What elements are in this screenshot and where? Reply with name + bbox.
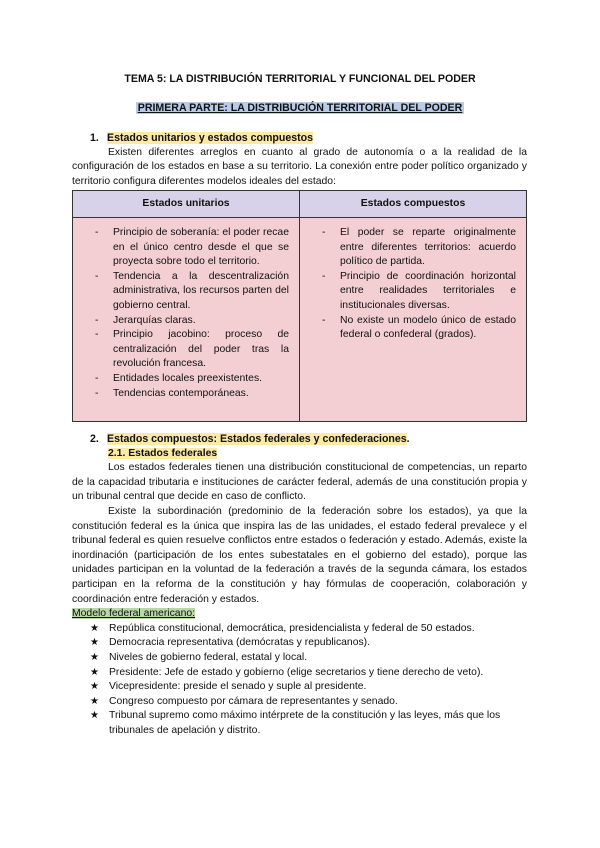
unitarios-list (79, 226, 289, 401)
list-item-text: Jerarquías claras. (113, 314, 196, 326)
model-label-row (72, 607, 527, 622)
section-1-intro: Existen diferentes arreglos en cuanto al grado de autonomía o a la realidad de la configuración de los estados en base a su territorio. La conexión entre poder político organizado y territorio configura diferentes modelos ideales del estado: (72, 146, 527, 187)
list-item (79, 328, 289, 372)
subtitle-text: PRIMERA PARTE: LA DISTRIBUCIÓN TERRITORIAL DEL PODER (137, 102, 463, 114)
paragraph-2: Existe la subordinación (predominio de la federación sobre los estados), ya que la constitución federal es la única que inspira las de las unidades, el estado federal prevalece y el tribunal federal es quien resuelve conflictos entre estados o federación y estado. Además, existe la inordinación (participación de los entes subestatales en el gobierno del estado), porque las unidades participan en la voluntad de la federación a través de la segunda cámara, los estados participan en la reforma de la constitución y hay fórmulas de cooperación, colaboración y coordinación entre federación y estados. (72, 505, 527, 605)
list-item (79, 387, 289, 402)
list-item-text: No existe un modelo único de estado federal o confederal (grados). (340, 314, 516, 341)
section-1-heading (72, 131, 527, 146)
section-2-number: 2. (90, 433, 99, 445)
dash-bullet: - (95, 270, 99, 282)
document-subtitle (0, 101, 600, 117)
dash-bullet: - (95, 314, 99, 326)
list-item-text: Niveles de gobierno federal, estatal y local. (109, 651, 308, 663)
section-2-heading (72, 432, 527, 447)
section-1-heading-text: Estados unitarios y estados compuestos (107, 132, 314, 144)
list-item-text: Principio de soberanía: el poder recae en el único centro desde el que se proyecta sobre todo el territorio. (113, 227, 289, 268)
list-item-text: Presidente: Jefe de estado y gobierno (elige secretarios y tiene derecho de veto). (109, 666, 484, 678)
dash-bullet: - (95, 227, 99, 238)
star-icon: ★ (90, 637, 99, 649)
list-item (72, 709, 527, 738)
list-item (306, 226, 516, 270)
star-icon: ★ (90, 710, 99, 722)
list-item (72, 666, 527, 681)
star-icon: ★ (90, 622, 99, 634)
list-item (72, 695, 527, 710)
section-2-heading-text: Estados compuestos: Estados federales y confederaciones (107, 433, 407, 445)
list-item (79, 372, 289, 387)
list-item (306, 314, 516, 343)
paragraph-1: Los estados federales tienen una distribución constitucional de competencias, un reparto de la capacidad tributaria e instituciones de carácter federal, además de una constitución propia y un tribunal central que decide en caso de conflicto. (72, 462, 527, 503)
document-title: TEMA 5: LA DISTRIBUCIÓN TERRITORIAL Y FUNCIONAL DEL PODER (124, 73, 476, 85)
list-item-text: Democracia representativa (demócratas y republicanos). (109, 637, 371, 649)
section-1 (72, 131, 527, 189)
list-item-text: Entidades locales preexistentes. (113, 372, 263, 384)
section-1-number: 1. (90, 132, 99, 144)
list-item (72, 622, 527, 637)
table-cell-unitarios (73, 218, 300, 422)
list-item (72, 651, 527, 666)
list-item-text: Congreso compuesto por cámara de representantes y senado. (109, 695, 398, 707)
model-list (72, 622, 527, 739)
list-item-text: Principio de coordinación horizontal entre realidades territoriales e institucionales diversas. (340, 270, 516, 311)
dash-bullet: - (322, 227, 326, 238)
dash-bullet: - (95, 387, 99, 399)
list-item (79, 270, 289, 314)
subsection-2-1-heading-text: 2.1. Estados federales (108, 447, 218, 459)
star-icon: ★ (90, 695, 99, 707)
model-label: Modelo federal americano: (72, 608, 196, 620)
comparison-table (72, 190, 527, 422)
section-2 (72, 432, 527, 738)
star-icon: ★ (90, 666, 99, 678)
subsection-2-1-heading (72, 447, 527, 462)
dash-bullet: - (95, 329, 99, 341)
list-item-text: Tendencia a la descentralización administrativa, los recursos parten del gobierno central. (113, 270, 289, 311)
compuestos-list (306, 226, 516, 343)
table-header-compuestos: Estados compuestos (300, 191, 527, 218)
list-item-text: Tendencias contemporáneas. (113, 387, 249, 399)
list-item (79, 226, 289, 270)
dash-bullet: - (95, 372, 99, 384)
section-2-heading-end: . (406, 433, 410, 445)
table-header-unitarios: Estados unitarios (73, 191, 300, 218)
list-item-text: República constitucional, democrática, presidencialista y federal de 50 estados. (109, 622, 475, 634)
list-item (72, 680, 527, 695)
list-item (306, 270, 516, 314)
list-item-text: El poder se reparte originalmente entre diferentes territorios: acuerdo político de partida. (340, 227, 516, 268)
star-icon: ★ (90, 681, 99, 693)
dash-bullet: - (322, 314, 326, 326)
list-item-text: Vicepresidente: preside el senado y suple al presidente. (109, 681, 367, 693)
list-item (79, 314, 289, 329)
list-item (72, 636, 527, 651)
list-item-text: Tribunal supremo como máximo intérprete de la constitución y las leyes, más que los tribunales de apelación y distrito. (109, 710, 501, 736)
table-cell-compuestos (300, 218, 527, 422)
list-item-text: Principio jacobino: proceso de centralización del poder tras la revolución francesa. (113, 329, 289, 370)
star-icon: ★ (90, 651, 99, 663)
dash-bullet: - (322, 270, 326, 282)
